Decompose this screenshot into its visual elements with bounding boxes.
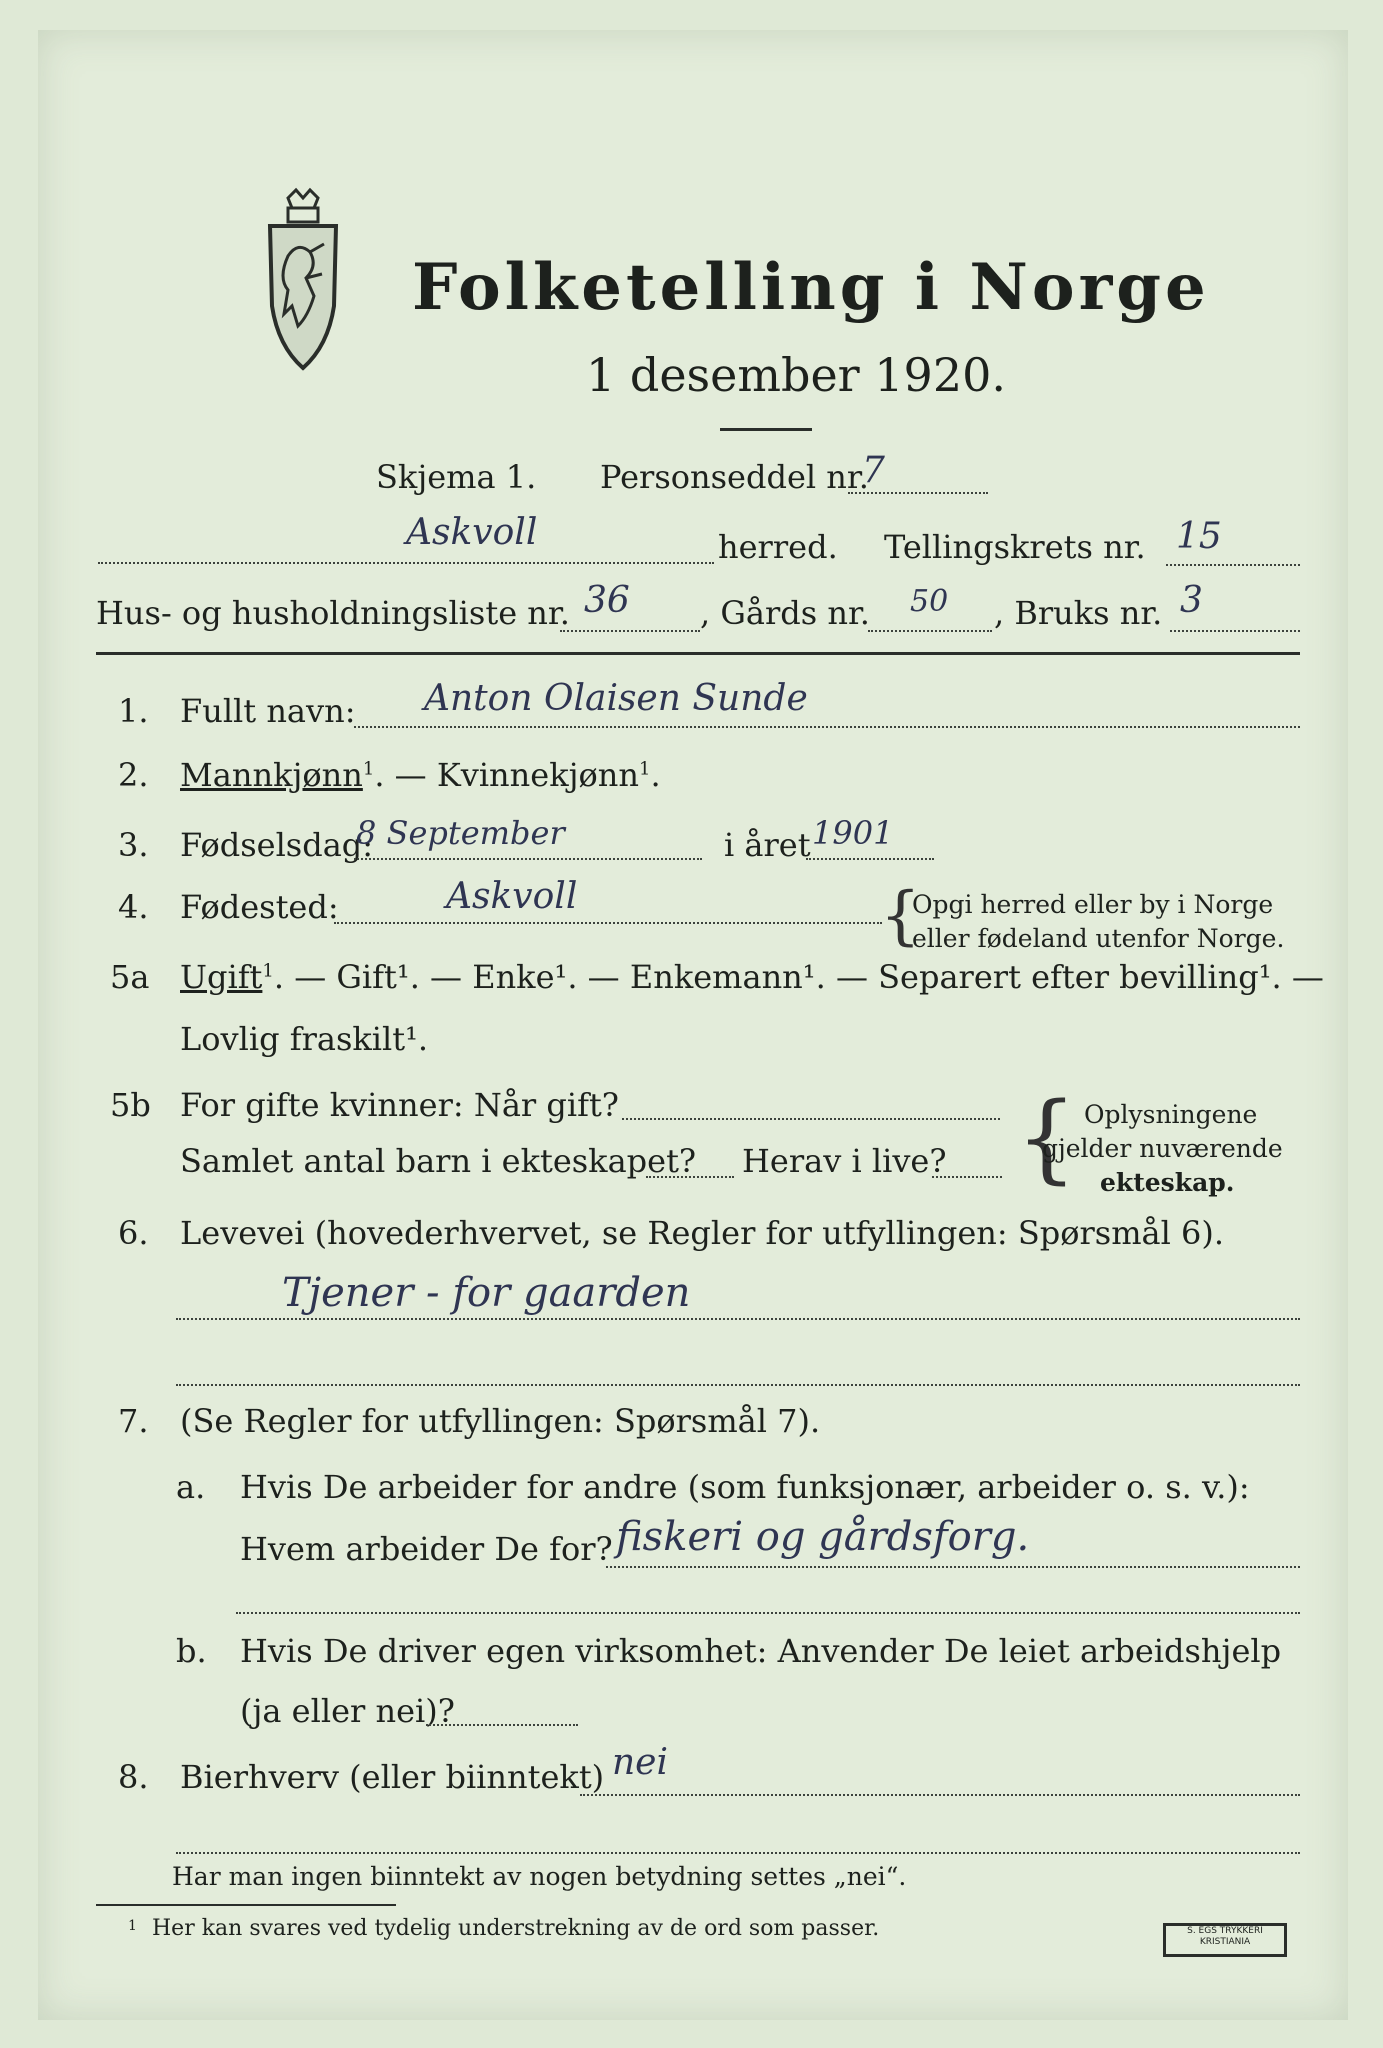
bruks-value[interactable]: 3 — [1180, 580, 1203, 621]
q5b-number: 5b — [110, 1086, 151, 1124]
q7a-dotted-line-1 — [606, 1566, 1300, 1568]
personseddel-dotted-line — [848, 492, 988, 494]
gards-dotted-line — [868, 630, 992, 632]
q1-number: 1. — [118, 692, 149, 730]
male-option[interactable]: Mannkjønn — [180, 756, 363, 794]
q7a-line2: Hvem arbeider De for? — [240, 1530, 613, 1568]
q5a-options: Ugift$^1$. — Gift¹. — Enke¹. — Enkemann¹. — Separert efter bevilling¹. — — [180, 958, 1324, 996]
q8-number: 8. — [118, 1758, 149, 1796]
q5b-line1: For gifte kvinner: Når gift? — [180, 1086, 619, 1124]
q4-note-line1: Opgi herred eller by i Norge — [912, 890, 1274, 919]
q7b-number: b. — [176, 1632, 207, 1670]
q2-options: Mannkjønn$^1$. — Kvinnekjønn$^1$. — [180, 756, 661, 794]
side-income-value[interactable]: nei — [612, 1742, 669, 1783]
year-label: i året — [724, 826, 811, 864]
personseddel-label: Personseddel nr. — [600, 458, 869, 496]
q4-brace: { — [880, 879, 921, 953]
q6-number: 6. — [118, 1214, 149, 1252]
q5b-brace: { — [1016, 1082, 1078, 1194]
bottom-note: Har man ingen biinntekt av nogen betydning settes „nei“. — [172, 1862, 907, 1891]
hus-dotted-line — [560, 630, 700, 632]
footnote-divider — [96, 1904, 396, 1906]
q7-label: (Se Regler for utfyllingen: Spørsmål 7). — [180, 1402, 821, 1440]
q5b-note-line2: gjelder nuværende — [1042, 1134, 1283, 1163]
personseddel-value[interactable]: 7 — [862, 450, 885, 491]
q8-label: Bierhverv (eller biinntekt) — [180, 1758, 605, 1796]
q5b-note-line3: ekteskap. — [1100, 1168, 1235, 1197]
q4-number: 4. — [118, 888, 149, 926]
q5b-line2b: Herav i live? — [742, 1142, 947, 1180]
children-dotted-line — [646, 1176, 734, 1178]
q3-dotted-line — [354, 858, 702, 860]
q1-dotted-line — [354, 726, 1300, 728]
q4-dotted-line — [334, 922, 882, 924]
gards-label: , Gårds nr. — [700, 594, 870, 632]
q5b-line2a: Samlet antal barn i ekteskapet? — [180, 1142, 697, 1180]
employer-value[interactable]: fiskeri og gårdsforg. — [616, 1514, 1030, 1560]
q5b-note-line1: Oplysningene — [1084, 1100, 1258, 1129]
q7-number: 7. — [118, 1402, 149, 1440]
herred-value[interactable]: Askvoll — [406, 512, 538, 553]
q4-note-line2: eller fødeland utenfor Norge. — [912, 924, 1285, 953]
herred-label: herred. — [718, 528, 838, 566]
q7b-dotted-line — [426, 1724, 578, 1726]
q7a-dotted-line-2 — [236, 1612, 1300, 1614]
herred-dotted-line — [98, 562, 714, 564]
year-dotted-line — [806, 858, 934, 860]
birthday-value[interactable]: 8 September — [356, 814, 565, 852]
bruks-dotted-line — [1170, 630, 1300, 632]
q2-number: 2. — [118, 756, 149, 794]
q6-dotted-line-1 — [176, 1318, 1300, 1320]
q6-label: Levevei (hovederhvervet, se Regler for utfyllingen: Spørsmål 6). — [180, 1214, 1225, 1252]
footnote-mark: 1 — [128, 1918, 137, 1934]
ugift-option[interactable]: Ugift — [180, 958, 263, 996]
q7b-line2: (ja eller nei)? — [240, 1692, 455, 1730]
footnote: Her kan svares ved tydelig understrekning av de ord som passer. — [152, 1916, 880, 1941]
gards-value[interactable]: 50 — [910, 584, 949, 619]
full-name-value[interactable]: Anton Olaisen Sunde — [424, 678, 808, 719]
q3-number: 3. — [118, 826, 149, 864]
hus-label: Hus- og husholdningsliste nr. — [96, 594, 570, 632]
tellingskrets-value[interactable]: 15 — [1176, 516, 1222, 557]
q3-label: Fødselsdag: — [180, 826, 374, 864]
coat-of-arms-icon — [248, 186, 358, 376]
q5a-number: 5a — [110, 958, 150, 996]
birth-year-value[interactable]: 1901 — [812, 814, 894, 852]
schema-label: Skjema 1. — [376, 458, 537, 496]
tellingskrets-dotted-line — [1166, 564, 1300, 566]
occupation-value[interactable]: Tjener - for gaarden — [282, 1270, 691, 1316]
tellingskrets-label: Tellingskrets nr. — [884, 528, 1146, 566]
form-title: Folketelling i Norge — [412, 250, 1210, 325]
title-divider — [720, 428, 812, 431]
q7b-line1: Hvis De driver egen virksomhet: Anvender De leiet arbeidshjelp — [240, 1632, 1282, 1670]
header-divider — [96, 652, 1300, 655]
birthplace-value[interactable]: Askvoll — [446, 876, 578, 917]
female-option[interactable]: Kvinnekjønn — [436, 756, 639, 794]
printer-stamp: S. EGS TRYKKERI KRISTIANIA — [1163, 1923, 1287, 1957]
q8-dotted-line — [580, 1794, 1300, 1796]
alive-dotted-line — [932, 1176, 1002, 1178]
q7a-line1: Hvis De arbeider for andre (som funksjonær, arbeider o. s. v.): — [240, 1468, 1250, 1506]
married-when-dotted-line — [622, 1118, 1000, 1120]
q4-label: Fødested: — [180, 888, 339, 926]
q6-dotted-line-2 — [176, 1384, 1300, 1386]
q7a-number: a. — [176, 1468, 206, 1506]
q1-label: Fullt navn: — [180, 692, 356, 730]
form-date: 1 desember 1920. — [586, 348, 1006, 402]
bruks-label: , Bruks nr. — [994, 594, 1163, 632]
q5a-line2[interactable]: Lovlig fraskilt¹. — [180, 1020, 429, 1058]
hus-value[interactable]: 36 — [584, 580, 630, 621]
q8-dotted-line-2 — [176, 1852, 1300, 1854]
